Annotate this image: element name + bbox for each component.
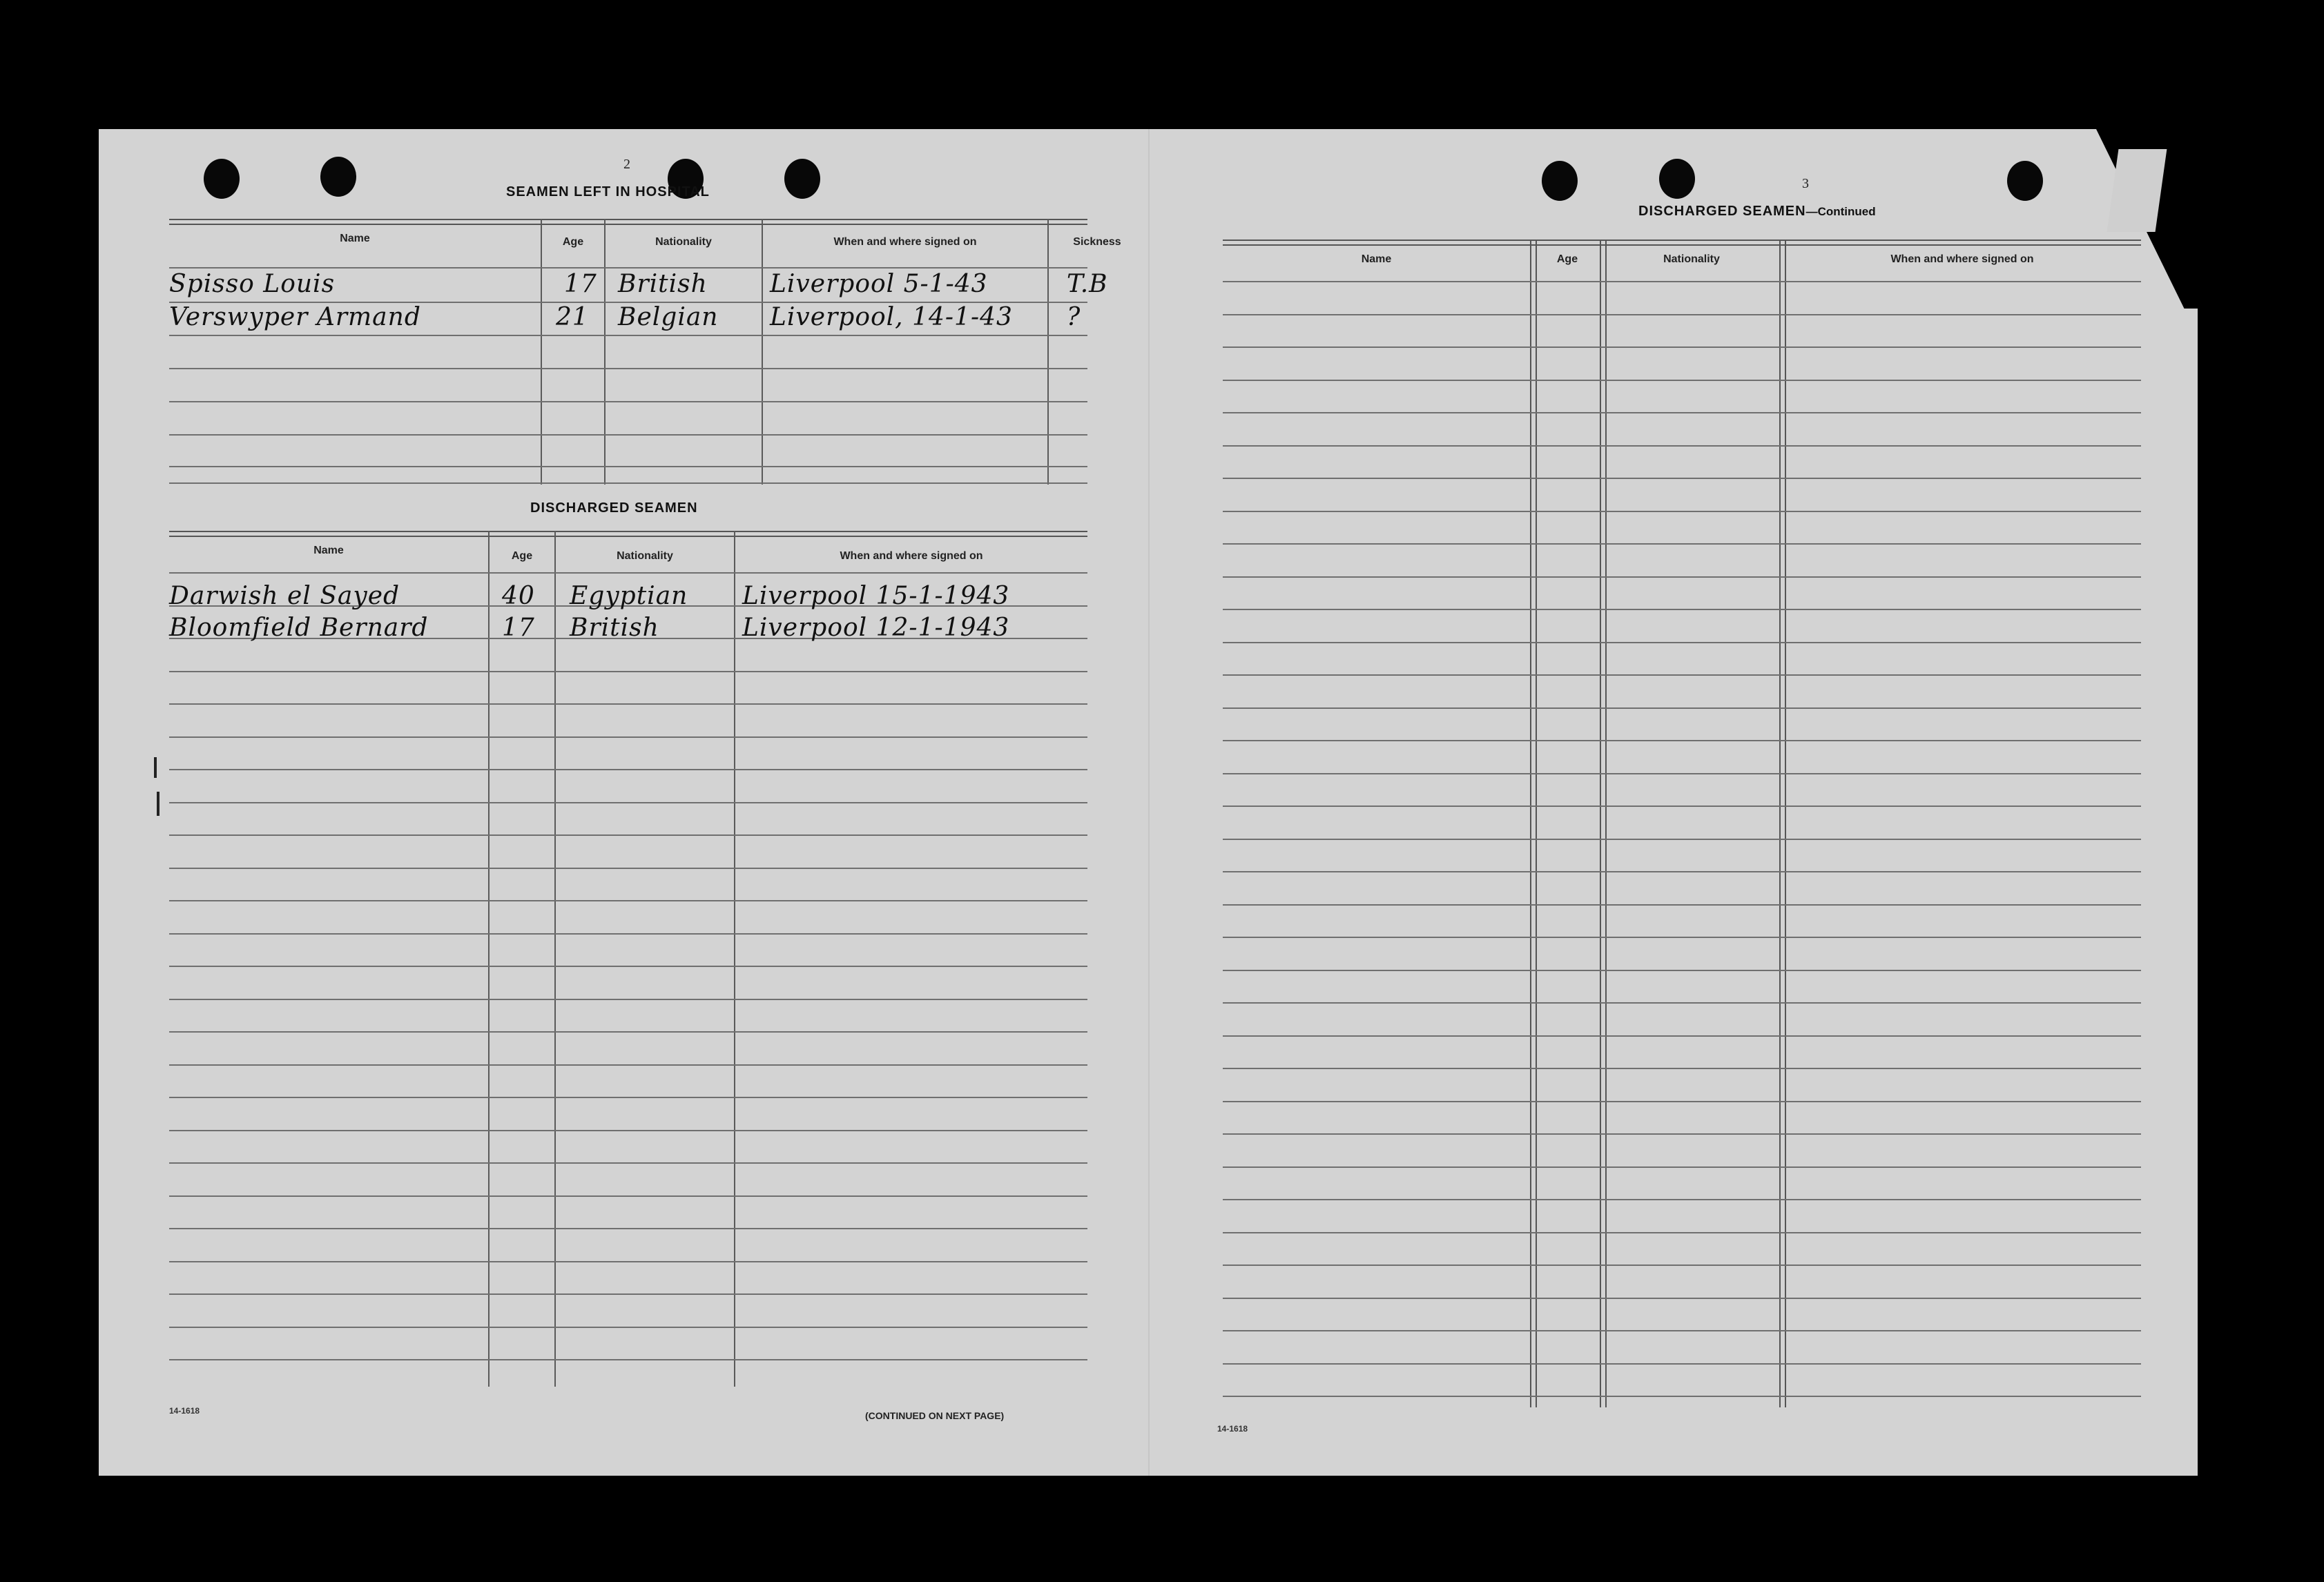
age-cell: 21 [556, 303, 589, 331]
column-divider [541, 219, 542, 485]
row-rule [1223, 346, 2141, 348]
row-rule [169, 966, 1087, 967]
form-number: 14-1618 [1217, 1424, 1248, 1434]
row-rule [1223, 740, 2141, 741]
signed-on-cell: Liverpool, 14-1-43 [770, 303, 1013, 331]
row-rule [1223, 1232, 2141, 1233]
row-rule [169, 1359, 1087, 1360]
row-rule [1223, 1298, 2141, 1299]
row-rule [1223, 609, 2141, 610]
header-rule [169, 267, 1087, 268]
row-rule [1223, 1133, 2141, 1135]
column-header-name: Name [1361, 253, 1392, 265]
row-rule [169, 1162, 1087, 1164]
margin-mark [157, 792, 159, 816]
row-rule [169, 434, 1087, 436]
row-rule [169, 834, 1087, 836]
discharged-section-title: DISCHARGED SEAMEN [530, 500, 698, 516]
name-cell: Darwish el Sayed [169, 582, 400, 610]
row-rule [1223, 478, 2141, 479]
discharged-continued-table [1223, 240, 2141, 1407]
column-header-nationality: Nationality [655, 236, 712, 248]
column-header-age: Age [562, 236, 584, 248]
row-rule [1223, 1363, 2141, 1365]
row-rule [169, 1228, 1087, 1229]
hospital-table [169, 219, 1121, 485]
row-rule [169, 1130, 1087, 1131]
column-header-nationality: Nationality [617, 550, 673, 562]
row-rule [1223, 937, 2141, 938]
nationality-cell: Egyptian [570, 582, 688, 610]
row-rule [169, 1064, 1087, 1066]
row-rule [169, 703, 1087, 705]
row-rule [169, 868, 1087, 869]
column-divider [762, 219, 763, 485]
table-top-rule [1223, 240, 2141, 246]
row-rule [1223, 445, 2141, 447]
name-cell: Spisso Louis [169, 270, 336, 298]
punch-hole [784, 159, 820, 199]
discharged-continued-title [1638, 204, 1876, 219]
column-header-age: Age [511, 550, 533, 562]
row-rule [1223, 1166, 2141, 1168]
row-rule [1223, 281, 2141, 282]
punch-hole [2007, 161, 2043, 201]
row-rule [1223, 314, 2141, 315]
column-header-signed-on: When and where signed on [840, 550, 983, 562]
name-cell: Bloomfield Bernard [169, 614, 429, 642]
row-rule [169, 1293, 1087, 1295]
punch-hole [204, 159, 240, 199]
row-rule [1223, 1035, 2141, 1037]
row-rule [1223, 1396, 2141, 1397]
left-page [99, 129, 1148, 1476]
row-rule [1223, 642, 2141, 643]
row-rule [1223, 1330, 2141, 1331]
column-divider [1047, 219, 1049, 485]
form-number: 14-1618 [169, 1406, 200, 1416]
row-rule [1223, 1068, 2141, 1069]
row-rule [1223, 871, 2141, 872]
age-cell: 17 [502, 614, 535, 642]
row-rule [169, 736, 1087, 738]
row-rule [169, 572, 1087, 574]
row-rule [1223, 1002, 2141, 1004]
row-rule [169, 802, 1087, 803]
row-rule [1223, 412, 2141, 413]
title-suffix: —Continued [1805, 205, 1876, 218]
column-header-nationality: Nationality [1663, 253, 1720, 265]
column-header-age: Age [1556, 253, 1578, 265]
column-divider [604, 219, 606, 485]
row-rule [1223, 805, 2141, 807]
row-rule [1223, 970, 2141, 971]
row-rule [169, 900, 1087, 901]
row-rule [169, 1261, 1087, 1262]
column-divider [488, 531, 490, 1387]
row-rule [169, 466, 1087, 467]
row-rule [1223, 904, 2141, 906]
signed-on-cell: Liverpool 5-1-43 [770, 270, 988, 298]
page-number: 2 [623, 157, 630, 172]
continued-note: (CONTINUED ON NEXT PAGE) [865, 1410, 1005, 1421]
column-header-signed-on: When and where signed on [1890, 253, 2034, 265]
signed-on-cell: Liverpool 12-1-1943 [742, 614, 1010, 642]
table-top-rule [169, 531, 1087, 537]
column-header-name: Name [340, 233, 370, 244]
table-bottom-rule [169, 482, 1087, 484]
row-rule [169, 671, 1087, 672]
row-rule [169, 1097, 1087, 1098]
row-rule [1223, 380, 2141, 381]
punch-hole [320, 157, 356, 197]
column-header-sickness: Sickness [1073, 236, 1121, 248]
column-header-name: Name [313, 545, 344, 556]
punch-hole [1659, 159, 1695, 199]
row-rule [169, 933, 1087, 935]
column-divider [734, 531, 735, 1387]
age-cell: 17 [564, 270, 597, 298]
nationality-cell: Belgian [618, 303, 719, 331]
table-top-rule [169, 219, 1087, 225]
row-rule [169, 1327, 1087, 1328]
signed-on-cell: Liverpool 15-1-1943 [742, 582, 1010, 610]
row-rule [1223, 773, 2141, 774]
row-rule [169, 335, 1087, 336]
row-rule [169, 1031, 1087, 1033]
page-number: 3 [1802, 176, 1809, 191]
row-rule [1223, 839, 2141, 840]
row-rule [1223, 674, 2141, 676]
row-rule [169, 999, 1087, 1000]
row-rule [169, 368, 1087, 369]
right-page [1148, 129, 2198, 1476]
row-rule [169, 1195, 1087, 1197]
discharged-table [169, 531, 1087, 1387]
row-rule [169, 769, 1087, 770]
sickness-cell: T.B [1067, 270, 1108, 298]
row-rule [1223, 543, 2141, 545]
punch-hole [1542, 161, 1578, 201]
column-header-signed-on: When and where signed on [833, 236, 977, 248]
nationality-cell: British [618, 270, 708, 298]
row-rule [1223, 1199, 2141, 1200]
row-rule [1223, 1264, 2141, 1266]
name-cell: Verswyper Armand [169, 303, 421, 331]
ledger-sheet [99, 129, 2198, 1476]
section-title: DISCHARGED SEAMEN [1638, 204, 1806, 219]
row-rule [1223, 707, 2141, 709]
row-rule [169, 401, 1087, 402]
column-divider [554, 531, 556, 1387]
row-rule [1223, 1101, 2141, 1102]
row-rule [1223, 576, 2141, 578]
hospital-section-title: SEAMEN LEFT IN HOSPITAL [506, 184, 710, 199]
sickness-cell: ? [1067, 303, 1081, 331]
nationality-cell: British [570, 614, 659, 642]
margin-mark [154, 757, 157, 778]
age-cell: 40 [502, 582, 535, 610]
row-rule [1223, 511, 2141, 512]
